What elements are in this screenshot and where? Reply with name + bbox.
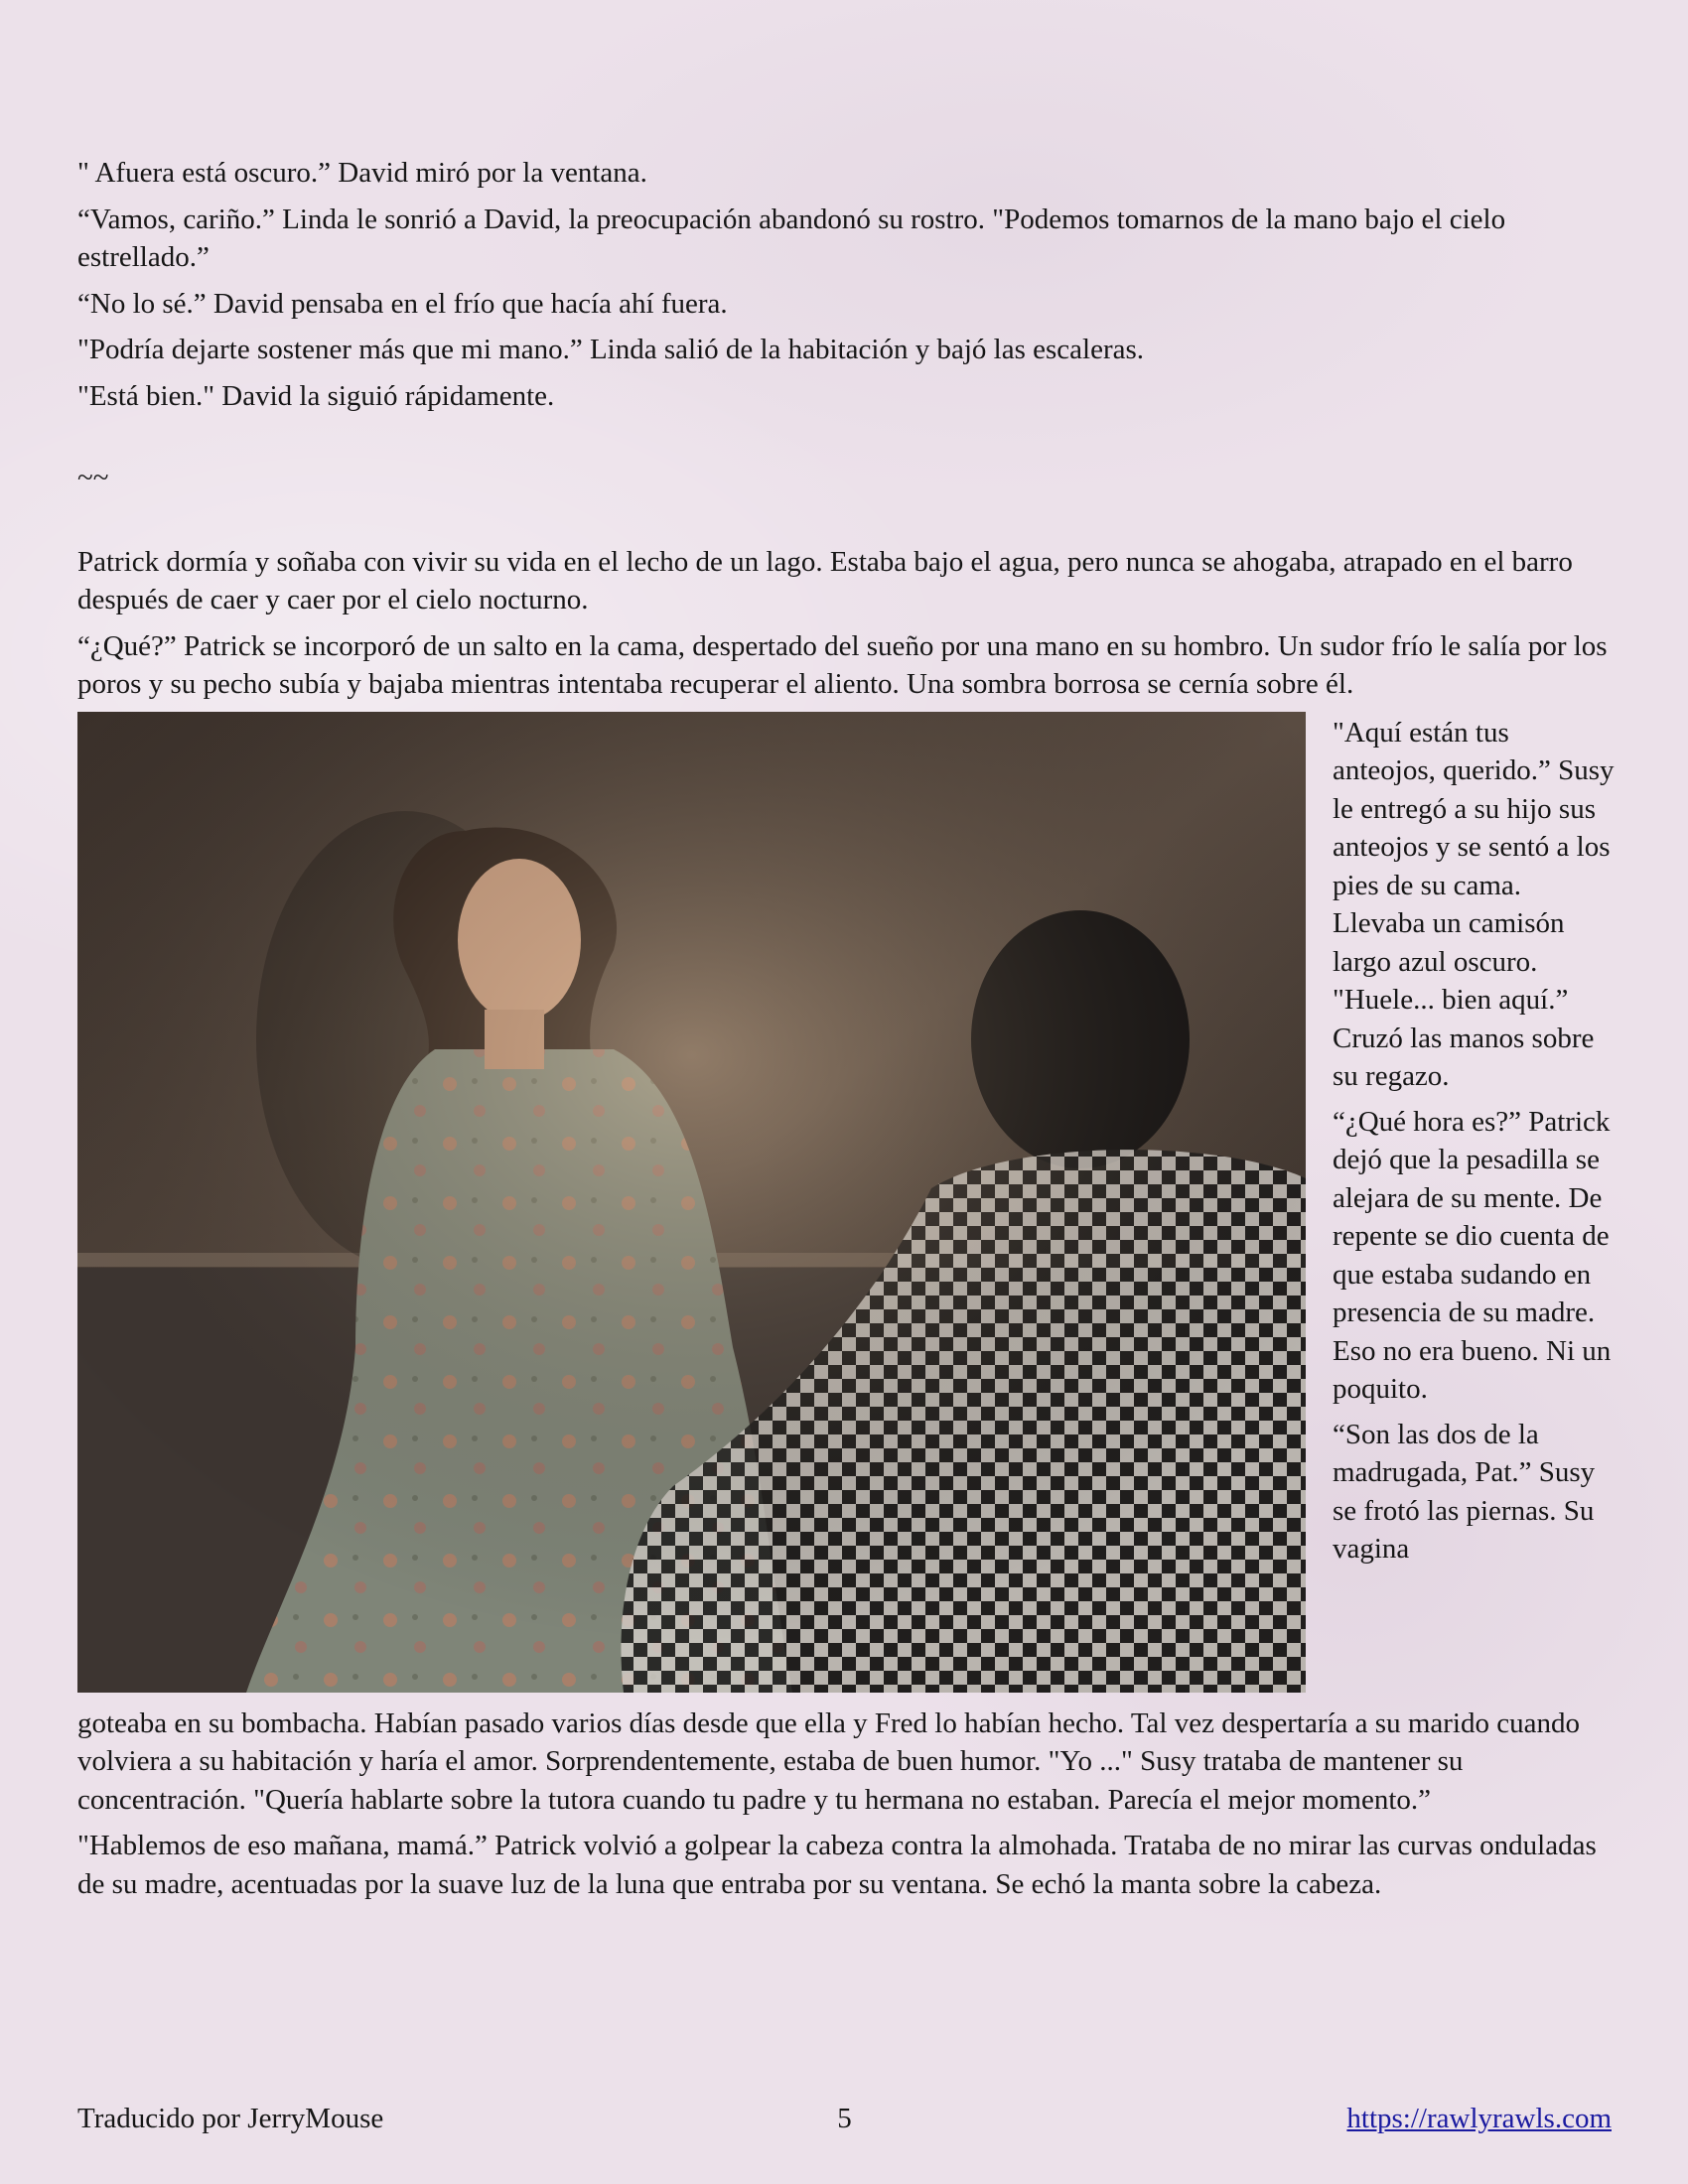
paragraph: Patrick dormía y soñaba con vivir su vida en el lecho de un lago. Estaba bajo el agua, pero nunca se ahogaba, atrapado en el barro después de caer y caer por el cielo nocturno.	[77, 545, 1573, 615]
paragraph: "Podría dejarte sostener más que mi mano.” Linda salió de la habitación y bajó las escaleras.	[77, 334, 1145, 365]
paragraph: “No lo sé.” David pensaba en el frío que hacía ahí fuera.	[77, 287, 728, 320]
paragraph: goteaba en su bombacha. Habían pasado varios días desde que ella y Fred lo habían hecho. Tal vez despertaría a su marido cuando volviera a su habitación y haría el amor. Sorprendentemente, estaba de buen humor. "Yo ..." Susy trataba de mantener su concentración. "Quería hablarte sobre la tutora cuando tu padre y tu hermana no estaban. Parecía el mejor momento.”	[77, 1706, 1580, 1816]
side-text-column	[1333, 714, 1616, 1575]
page-number: 5	[837, 2103, 852, 2134]
story-illustration	[77, 712, 1306, 1693]
paragraph: “¿Qué?” Patrick se incorporó de un salto en la cama, despertado del sueño por una mano en su hombro. Un sudor frío le salía por los poros y su pecho subía y bajaba mientras intentaba recuperar el aliento. Una sombra borrosa se cernía sobre él.	[77, 629, 1608, 700]
paragraph: “Vamos, cariño.” Linda le sonrió a David, la preocupación abandonó su rostro. "Podemos tomarnos de la mano bajo el cielo estrellado.”	[77, 203, 1506, 273]
paragraph: "Hablemos de eso mañana, mamá.” Patrick volvió a golpear la cabeza contra la almohada. Trataba de no mirar las curvas onduladas de su madre, acentuadas por la suave luz de la luna que entraba por su ventana. Se echó la manta sobre la cabeza.	[77, 1830, 1597, 1900]
paragraph: " Afuera está oscuro.” David miró por la ventana.	[77, 157, 647, 189]
page-footer	[77, 2100, 1612, 2139]
scene-separator: ~~	[77, 462, 109, 493]
paragraph: "Aquí están tus anteojos, querido.” Susy le entregó a su hijo sus anteojos y se sentó a los pies de su cama. Llevaba un camisón largo azul oscuro. "Huele... bien aquí.” Cruzó las manos sobre su regazo.	[1333, 716, 1615, 1092]
page-body	[77, 154, 1615, 1911]
translator-credit: Traducido por JerryMouse	[77, 2103, 384, 2134]
illustration-row	[77, 712, 1615, 1705]
paragraph: "Está bien." David la siguió rápidamente.	[77, 379, 555, 412]
paragraph: “¿Qué hora es?” Patrick dejó que la pesadilla se alejara de su mente. De repente se dio cuenta de que estaba sudando en presencia de su madre. Eso no era bueno. Ni un poquito.	[1333, 1105, 1612, 1405]
paragraph: “Son las dos de la madrugada, Pat.” Susy se frotó las piernas. Su vagina	[1333, 1418, 1596, 1565]
website-link[interactable]: https://rawlyrawls.com	[1346, 2103, 1612, 2134]
